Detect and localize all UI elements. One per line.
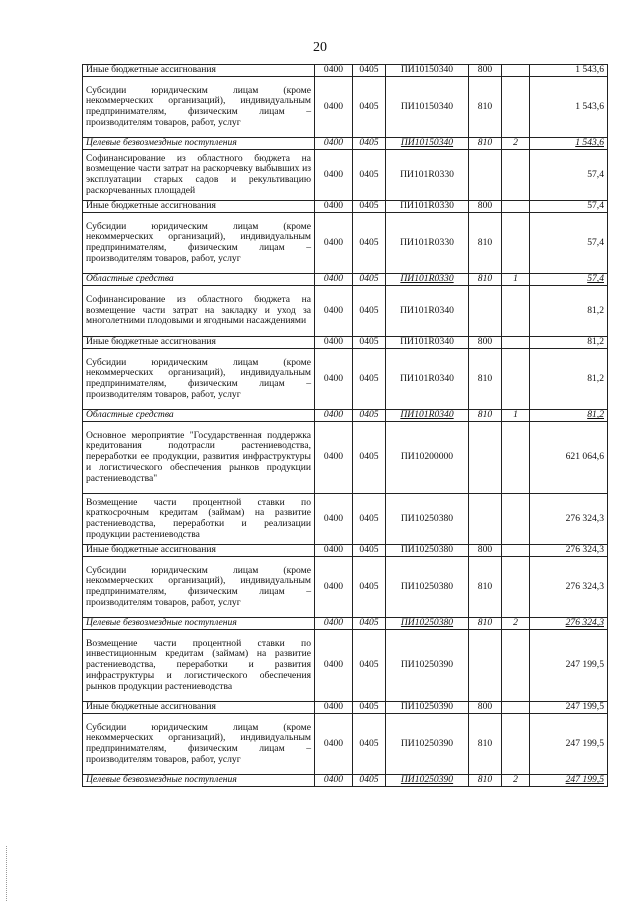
- section-code: 0400: [315, 702, 353, 714]
- amount-value: 247 199,5: [530, 702, 608, 714]
- subsection-code: 0405: [353, 349, 386, 410]
- table-row: [83, 274, 608, 286]
- row-description: Целевые безвозмездные поступления: [83, 138, 315, 150]
- section-code: 0400: [315, 422, 353, 494]
- row-description: Возмещение части процентной ставки по краткосрочным кредитам (займам) на развитие растениеводства, переработки и реализации продукции растениеводства: [83, 494, 315, 545]
- target-article-code: ПИ10150340: [386, 138, 469, 150]
- row-description: Субсидии юридическим лицам (кроме некоммерческих организаций), индивидуальным предпринимателям, физическим лицам – производителям товаров, работ, услуг: [83, 714, 315, 775]
- expense-type-code: [469, 494, 502, 545]
- section-code: 0400: [315, 557, 353, 618]
- table-row: [83, 213, 608, 274]
- funding-source-code: [502, 349, 530, 410]
- target-article-code: ПИ101R0340: [386, 349, 469, 410]
- funding-source-code: 2: [502, 618, 530, 630]
- subsection-code: 0405: [353, 213, 386, 274]
- row-description: Иные бюджетные ассигнования: [83, 201, 315, 213]
- section-code: 0400: [315, 349, 353, 410]
- table-row: [83, 618, 608, 630]
- table-row: [83, 410, 608, 422]
- target-article-code: ПИ101R0330: [386, 213, 469, 274]
- row-description: Софинансирование из областного бюджета на возмещение части затрат на закладку и уход за многолетними плодовыми и ягодными насаждениями: [83, 286, 315, 337]
- row-description: Субсидии юридическим лицам (кроме некоммерческих организаций), индивидуальным предпринимателям, физическим лицам – производителям товаров, работ, услуг: [83, 213, 315, 274]
- funding-source-code: [502, 213, 530, 274]
- funding-source-code: [502, 65, 530, 77]
- subsection-code: 0405: [353, 714, 386, 775]
- funding-source-code: [502, 150, 530, 201]
- target-article-code: ПИ10250380: [386, 557, 469, 618]
- section-code: 0400: [315, 545, 353, 557]
- amount-value: 247 199,5: [530, 630, 608, 702]
- amount-value: 81,2: [530, 349, 608, 410]
- subsection-code: 0405: [353, 545, 386, 557]
- subsection-code: 0405: [353, 557, 386, 618]
- row-description: Субсидии юридическим лицам (кроме некоммерческих организаций), индивидуальным предпринимателям, физическим лицам – производителям товаров, работ, услуг: [83, 557, 315, 618]
- table-row: [83, 775, 608, 787]
- table-row: [83, 422, 608, 494]
- table-row: [83, 150, 608, 201]
- table-row: [83, 545, 608, 557]
- row-description: Иные бюджетные ассигнования: [83, 337, 315, 349]
- section-code: 0400: [315, 138, 353, 150]
- section-code: 0400: [315, 630, 353, 702]
- section-code: 0400: [315, 65, 353, 77]
- amount-value: 57,4: [530, 150, 608, 201]
- table-row: [83, 714, 608, 775]
- subsection-code: 0405: [353, 77, 386, 138]
- target-article-code: ПИ101R0330: [386, 274, 469, 286]
- row-description: Областные средства: [83, 274, 315, 286]
- table-row: [83, 65, 608, 77]
- funding-source-code: [502, 545, 530, 557]
- table-row: [83, 557, 608, 618]
- amount-value: 1 543,6: [530, 77, 608, 138]
- amount-value: 276 324,3: [530, 557, 608, 618]
- subsection-code: 0405: [353, 422, 386, 494]
- table-row: [83, 138, 608, 150]
- row-description: Субсидии юридическим лицам (кроме некоммерческих организаций), индивидуальным предпринимателям, физическим лицам – производителям товаров, работ, услуг: [83, 349, 315, 410]
- subsection-code: 0405: [353, 65, 386, 77]
- expense-type-code: 810: [469, 410, 502, 422]
- subsection-code: 0405: [353, 775, 386, 787]
- funding-source-code: [502, 494, 530, 545]
- row-description: Основное мероприятие "Государственная поддержка кредитования подотрасли растениеводства, переработки ее продукции, развития инфраструктуры и логистического обеспечения рынков продукции растениеводства": [83, 422, 315, 494]
- subsection-code: 0405: [353, 138, 386, 150]
- section-code: 0400: [315, 714, 353, 775]
- expense-type-code: 810: [469, 349, 502, 410]
- subsection-code: 0405: [353, 201, 386, 213]
- budget-table: [82, 64, 608, 787]
- row-description: Иные бюджетные ассигнования: [83, 702, 315, 714]
- amount-value: 81,2: [530, 410, 608, 422]
- expense-type-code: 810: [469, 714, 502, 775]
- amount-value: 247 199,5: [530, 714, 608, 775]
- subsection-code: 0405: [353, 618, 386, 630]
- row-description: Целевые безвозмездные поступления: [83, 618, 315, 630]
- amount-value: 1 543,6: [530, 138, 608, 150]
- funding-source-code: [502, 630, 530, 702]
- table-row: [83, 337, 608, 349]
- funding-source-code: [502, 557, 530, 618]
- target-article-code: ПИ101R0340: [386, 410, 469, 422]
- amount-value: 57,4: [530, 201, 608, 213]
- section-code: 0400: [315, 494, 353, 545]
- row-description: Возмещение части процентной ставки по инвестиционным кредитам (займам) на развитие растениеводства, переработки и развития инфраструктуры и логистического обеспечения рынков продукции растениеводства: [83, 630, 315, 702]
- amount-value: 276 324,3: [530, 618, 608, 630]
- target-article-code: ПИ10250380: [386, 618, 469, 630]
- target-article-code: ПИ10150340: [386, 65, 469, 77]
- subsection-code: 0405: [353, 286, 386, 337]
- expense-type-code: 800: [469, 201, 502, 213]
- expense-type-code: [469, 150, 502, 201]
- amount-value: 81,2: [530, 286, 608, 337]
- table-row: [83, 702, 608, 714]
- row-description: Иные бюджетные ассигнования: [83, 65, 315, 77]
- section-code: 0400: [315, 274, 353, 286]
- funding-source-code: 2: [502, 775, 530, 787]
- expense-type-code: 810: [469, 138, 502, 150]
- amount-value: 81,2: [530, 337, 608, 349]
- table-row: [83, 286, 608, 337]
- funding-source-code: 1: [502, 274, 530, 286]
- row-description: Целевые безвозмездные поступления: [83, 775, 315, 787]
- row-description: Софинансирование из областного бюджета на возмещение части затрат на раскорчевку выбывших из эксплуатации старых садов и рекультивацию раскорчеванных площадей: [83, 150, 315, 201]
- target-article-code: ПИ10250390: [386, 714, 469, 775]
- target-article-code: ПИ101R0330: [386, 201, 469, 213]
- amount-value: 276 324,3: [530, 545, 608, 557]
- target-article-code: ПИ101R0340: [386, 286, 469, 337]
- target-article-code: ПИ10250380: [386, 494, 469, 545]
- target-article-code: ПИ10250390: [386, 630, 469, 702]
- amount-value: 276 324,3: [530, 494, 608, 545]
- subsection-code: 0405: [353, 150, 386, 201]
- section-code: 0400: [315, 286, 353, 337]
- target-article-code: ПИ10250390: [386, 702, 469, 714]
- page-number: 20: [313, 40, 327, 55]
- expense-type-code: 810: [469, 775, 502, 787]
- target-article-code: ПИ10250380: [386, 545, 469, 557]
- funding-source-code: [502, 702, 530, 714]
- funding-source-code: 2: [502, 138, 530, 150]
- subsection-code: 0405: [353, 494, 386, 545]
- amount-value: 1 543,6: [530, 65, 608, 77]
- scan-margin-marks: [6, 846, 11, 901]
- funding-source-code: [502, 286, 530, 337]
- table-row: [83, 349, 608, 410]
- table-row: [83, 630, 608, 702]
- amount-value: 57,4: [530, 274, 608, 286]
- table-row: [83, 201, 608, 213]
- section-code: 0400: [315, 618, 353, 630]
- target-article-code: ПИ101R0330: [386, 150, 469, 201]
- section-code: 0400: [315, 213, 353, 274]
- amount-value: 57,4: [530, 213, 608, 274]
- section-code: 0400: [315, 410, 353, 422]
- table-row: [83, 77, 608, 138]
- subsection-code: 0405: [353, 702, 386, 714]
- section-code: 0400: [315, 150, 353, 201]
- expense-type-code: 810: [469, 274, 502, 286]
- expense-type-code: [469, 286, 502, 337]
- section-code: 0400: [315, 77, 353, 138]
- row-description: Субсидии юридическим лицам (кроме некоммерческих организаций), индивидуальным предпринимателям, физическим лицам – производителям товаров, работ, услуг: [83, 77, 315, 138]
- target-article-code: ПИ10250390: [386, 775, 469, 787]
- subsection-code: 0405: [353, 274, 386, 286]
- target-article-code: ПИ101R0340: [386, 337, 469, 349]
- expense-type-code: 810: [469, 77, 502, 138]
- expense-type-code: 810: [469, 213, 502, 274]
- expense-type-code: 800: [469, 65, 502, 77]
- target-article-code: ПИ10200000: [386, 422, 469, 494]
- section-code: 0400: [315, 775, 353, 787]
- section-code: 0400: [315, 337, 353, 349]
- funding-source-code: [502, 422, 530, 494]
- subsection-code: 0405: [353, 410, 386, 422]
- row-description: Иные бюджетные ассигнования: [83, 545, 315, 557]
- subsection-code: 0405: [353, 337, 386, 349]
- expense-type-code: 810: [469, 618, 502, 630]
- section-code: 0400: [315, 201, 353, 213]
- amount-value: 247 199,5: [530, 775, 608, 787]
- expense-type-code: [469, 630, 502, 702]
- expense-type-code: 800: [469, 702, 502, 714]
- target-article-code: ПИ10150340: [386, 77, 469, 138]
- funding-source-code: [502, 201, 530, 213]
- funding-source-code: [502, 77, 530, 138]
- expense-type-code: 810: [469, 557, 502, 618]
- funding-source-code: 1: [502, 410, 530, 422]
- funding-source-code: [502, 337, 530, 349]
- amount-value: 621 064,6: [530, 422, 608, 494]
- subsection-code: 0405: [353, 630, 386, 702]
- expense-type-code: 800: [469, 545, 502, 557]
- expense-type-code: [469, 422, 502, 494]
- row-description: Областные средства: [83, 410, 315, 422]
- table-row: [83, 494, 608, 545]
- funding-source-code: [502, 714, 530, 775]
- expense-type-code: 800: [469, 337, 502, 349]
